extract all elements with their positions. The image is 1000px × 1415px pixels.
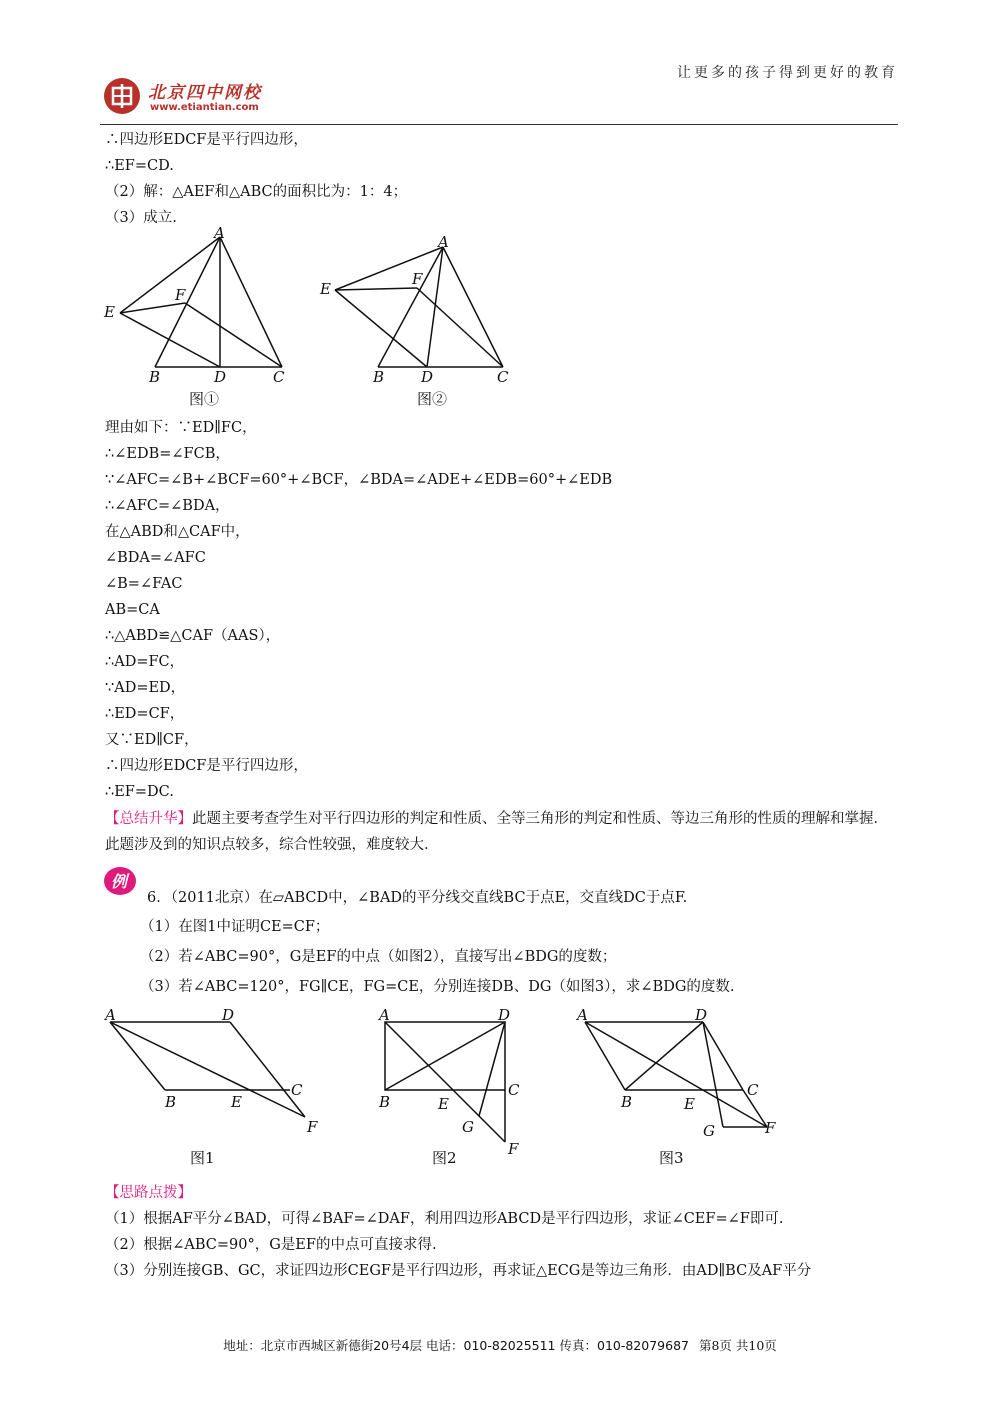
text-line: （2）解：△AEF和△ABC的面积比为：1：4； bbox=[105, 184, 408, 200]
fig1-label-a: A bbox=[214, 225, 225, 242]
fig1-segment-ab bbox=[110, 1022, 165, 1090]
fig3-label-d: D bbox=[695, 1006, 708, 1024]
fig2-label-b: B bbox=[373, 368, 385, 386]
fig2-label-e: E bbox=[438, 1095, 449, 1113]
proof-line: ∠BDA=∠AFC bbox=[105, 550, 206, 566]
fig2-segment-dg bbox=[479, 1022, 505, 1116]
fig1-label-f: F bbox=[175, 286, 186, 304]
header-divider bbox=[100, 124, 898, 125]
fig2-label-a: A bbox=[438, 233, 449, 251]
example-title: 6．（2011北京）在▱ABCD中，∠BAD的平分线交直线BC于点E，交直线DC于点F. bbox=[147, 890, 688, 906]
fig1-segment-af bbox=[110, 1022, 305, 1117]
fig3-label-b: B bbox=[621, 1093, 633, 1111]
proof-line: ∴四边形EDCF是平行四边形， bbox=[105, 758, 308, 774]
fig1-label-b: B bbox=[165, 1093, 177, 1111]
fig3-label-f: F bbox=[765, 1119, 776, 1137]
fig1-label-e: E bbox=[104, 303, 115, 321]
fig2-segment-ac bbox=[443, 247, 503, 367]
fig3-caption: 图3 bbox=[659, 1149, 684, 1167]
fig1-segment-ac bbox=[220, 237, 282, 367]
logo bbox=[100, 76, 300, 122]
fig3-segment-ab bbox=[585, 1022, 625, 1090]
fig2-segment-ad bbox=[427, 247, 443, 367]
parallelogram-figures bbox=[95, 1002, 815, 1178]
fig2-label-b: B bbox=[379, 1093, 391, 1111]
hint-line: （1）根据AF平分∠BAD，可得∠BAF=∠DAF，利用四边形ABCD是平行四边形，求证∠CEF=∠F即可. bbox=[105, 1211, 784, 1227]
proof-line: 理由如下：∵ED∥FC， bbox=[105, 420, 257, 436]
fig3-label-e: E bbox=[684, 1095, 695, 1113]
text-line: ∴四边形EDCF是平行四边形， bbox=[105, 132, 308, 148]
fig1-label-c: C bbox=[273, 368, 285, 386]
fig2-label-d: D bbox=[421, 368, 434, 386]
proof-line: ∴ED=CF， bbox=[105, 706, 185, 722]
example-question: （1）在图1中证明CE=CF； bbox=[140, 919, 330, 935]
fig2-segment-ef bbox=[335, 288, 417, 290]
logo-name: 北京四中网校 bbox=[148, 83, 262, 103]
fig2-caption: 图2 bbox=[432, 1149, 457, 1167]
logo-url: www.etiantian.com bbox=[150, 102, 259, 113]
proof-line: 在△ABD和△CAF中， bbox=[105, 524, 250, 540]
fig1-label-a: A bbox=[105, 1006, 116, 1024]
triangle-figures bbox=[95, 225, 535, 419]
fig1-label-f: F bbox=[307, 1118, 318, 1136]
proof-line: ∠B=∠FAC bbox=[105, 576, 183, 592]
fig1-label-c: C bbox=[291, 1081, 303, 1099]
example-badge-icon bbox=[103, 866, 137, 896]
fig1-caption: 图① bbox=[189, 390, 220, 408]
fig2-segment-bd bbox=[385, 1022, 505, 1090]
fig1-label-e: E bbox=[231, 1093, 242, 1111]
fig2-label-c: C bbox=[497, 368, 509, 386]
fig3-label-c: C bbox=[747, 1081, 759, 1099]
summary-paragraph bbox=[105, 806, 900, 858]
page-number: 第8页 共10页 bbox=[698, 1338, 777, 1353]
text-line: （3）成立. bbox=[105, 210, 177, 226]
footer bbox=[0, 1336, 1000, 1354]
hint-tag: 【思路点拨】 bbox=[105, 1185, 192, 1201]
text-line: ∴EF=CD. bbox=[105, 158, 174, 174]
fig2-segment-ea bbox=[335, 247, 443, 290]
header-slogan: 让更多的孩子得到更好的教育 bbox=[677, 65, 898, 81]
fig1-segment-ef bbox=[120, 303, 185, 313]
fig1-segment-ea bbox=[120, 237, 220, 313]
example-question: （2）若∠ABC=90°，G是EF的中点（如图2），直接写出∠BDG的度数； bbox=[140, 949, 617, 965]
fig1-label-b: B bbox=[149, 368, 161, 386]
fig2-segment-af bbox=[385, 1022, 505, 1142]
fig1-segment-ab bbox=[155, 237, 220, 367]
fig3-label-g: G bbox=[703, 1122, 715, 1140]
fig2-label-f: F bbox=[412, 270, 423, 288]
hint-line: （3）分别连接GB、GC，求证四边形CEGF是平行四边形，再求证△ECG是等边三角形．由AD∥BC及AF平分 bbox=[105, 1263, 812, 1279]
fig1-label-d: D bbox=[222, 1006, 235, 1024]
proof-line: ∴∠AFC=∠BDA， bbox=[105, 498, 230, 514]
fig2-label-d: D bbox=[498, 1006, 511, 1024]
fig2-caption: 图② bbox=[417, 390, 448, 408]
summary-text: 此题主要考查学生对平行四边形的判定和性质、全等三角形的判定和性质、等边三角形的性质的理解和掌握．此题涉及到的知识点较多，综合性较强，难度较大． bbox=[105, 811, 888, 853]
fig3-segment-af bbox=[585, 1022, 767, 1127]
footer-address: 地址：北京市西城区新德街20号4层 电话：010-82025511 传真：010-82079687 bbox=[223, 1338, 689, 1353]
proof-line: ∵AD=ED， bbox=[105, 680, 186, 696]
hint-line: （2）根据∠ABC=90°，G是EF的中点可直接求得. bbox=[105, 1237, 437, 1253]
proof-line: ∴EF=DC. bbox=[105, 784, 174, 800]
summary-tag: 【总结升华】 bbox=[105, 811, 192, 827]
proof-line: ∴△ABD≌△CAF（AAS）， bbox=[105, 628, 281, 644]
fig2-label-c: C bbox=[508, 1081, 520, 1099]
fig2-label-e: E bbox=[320, 280, 331, 298]
example-badge-label: 例 bbox=[111, 872, 128, 891]
fig1-segment-ed bbox=[120, 313, 220, 367]
fig3-label-a: A bbox=[577, 1006, 588, 1024]
proof-line: ∴AD=FC， bbox=[105, 654, 185, 670]
fig2-label-a: A bbox=[379, 1006, 390, 1024]
fig2-segment-fc bbox=[417, 288, 503, 367]
proof-line: ∵∠AFC=∠B+∠BCF=60°+∠BCF，∠BDA=∠ADE+∠EDB=60°+∠EDB bbox=[105, 472, 613, 488]
example-question: （3）若∠ABC=120°，FG∥CE，FG=CE，分别连接DB、DG（如图3），求∠BDG的度数. bbox=[140, 979, 735, 995]
proof-line: AB=CA bbox=[105, 602, 160, 618]
proof-line: 又∵ED∥CF， bbox=[105, 732, 199, 748]
fig3-segment-bd bbox=[625, 1022, 703, 1090]
proof-line: ∴∠EDB=∠FCB， bbox=[105, 446, 230, 462]
fig2-label-g: G bbox=[462, 1118, 474, 1136]
logo-emblem-icon bbox=[104, 78, 140, 114]
fig1-label-d: D bbox=[214, 368, 227, 386]
fig1-caption: 图1 bbox=[190, 1149, 215, 1167]
fig2-label-f: F bbox=[508, 1140, 519, 1158]
fig2-segment-ab bbox=[378, 247, 443, 367]
